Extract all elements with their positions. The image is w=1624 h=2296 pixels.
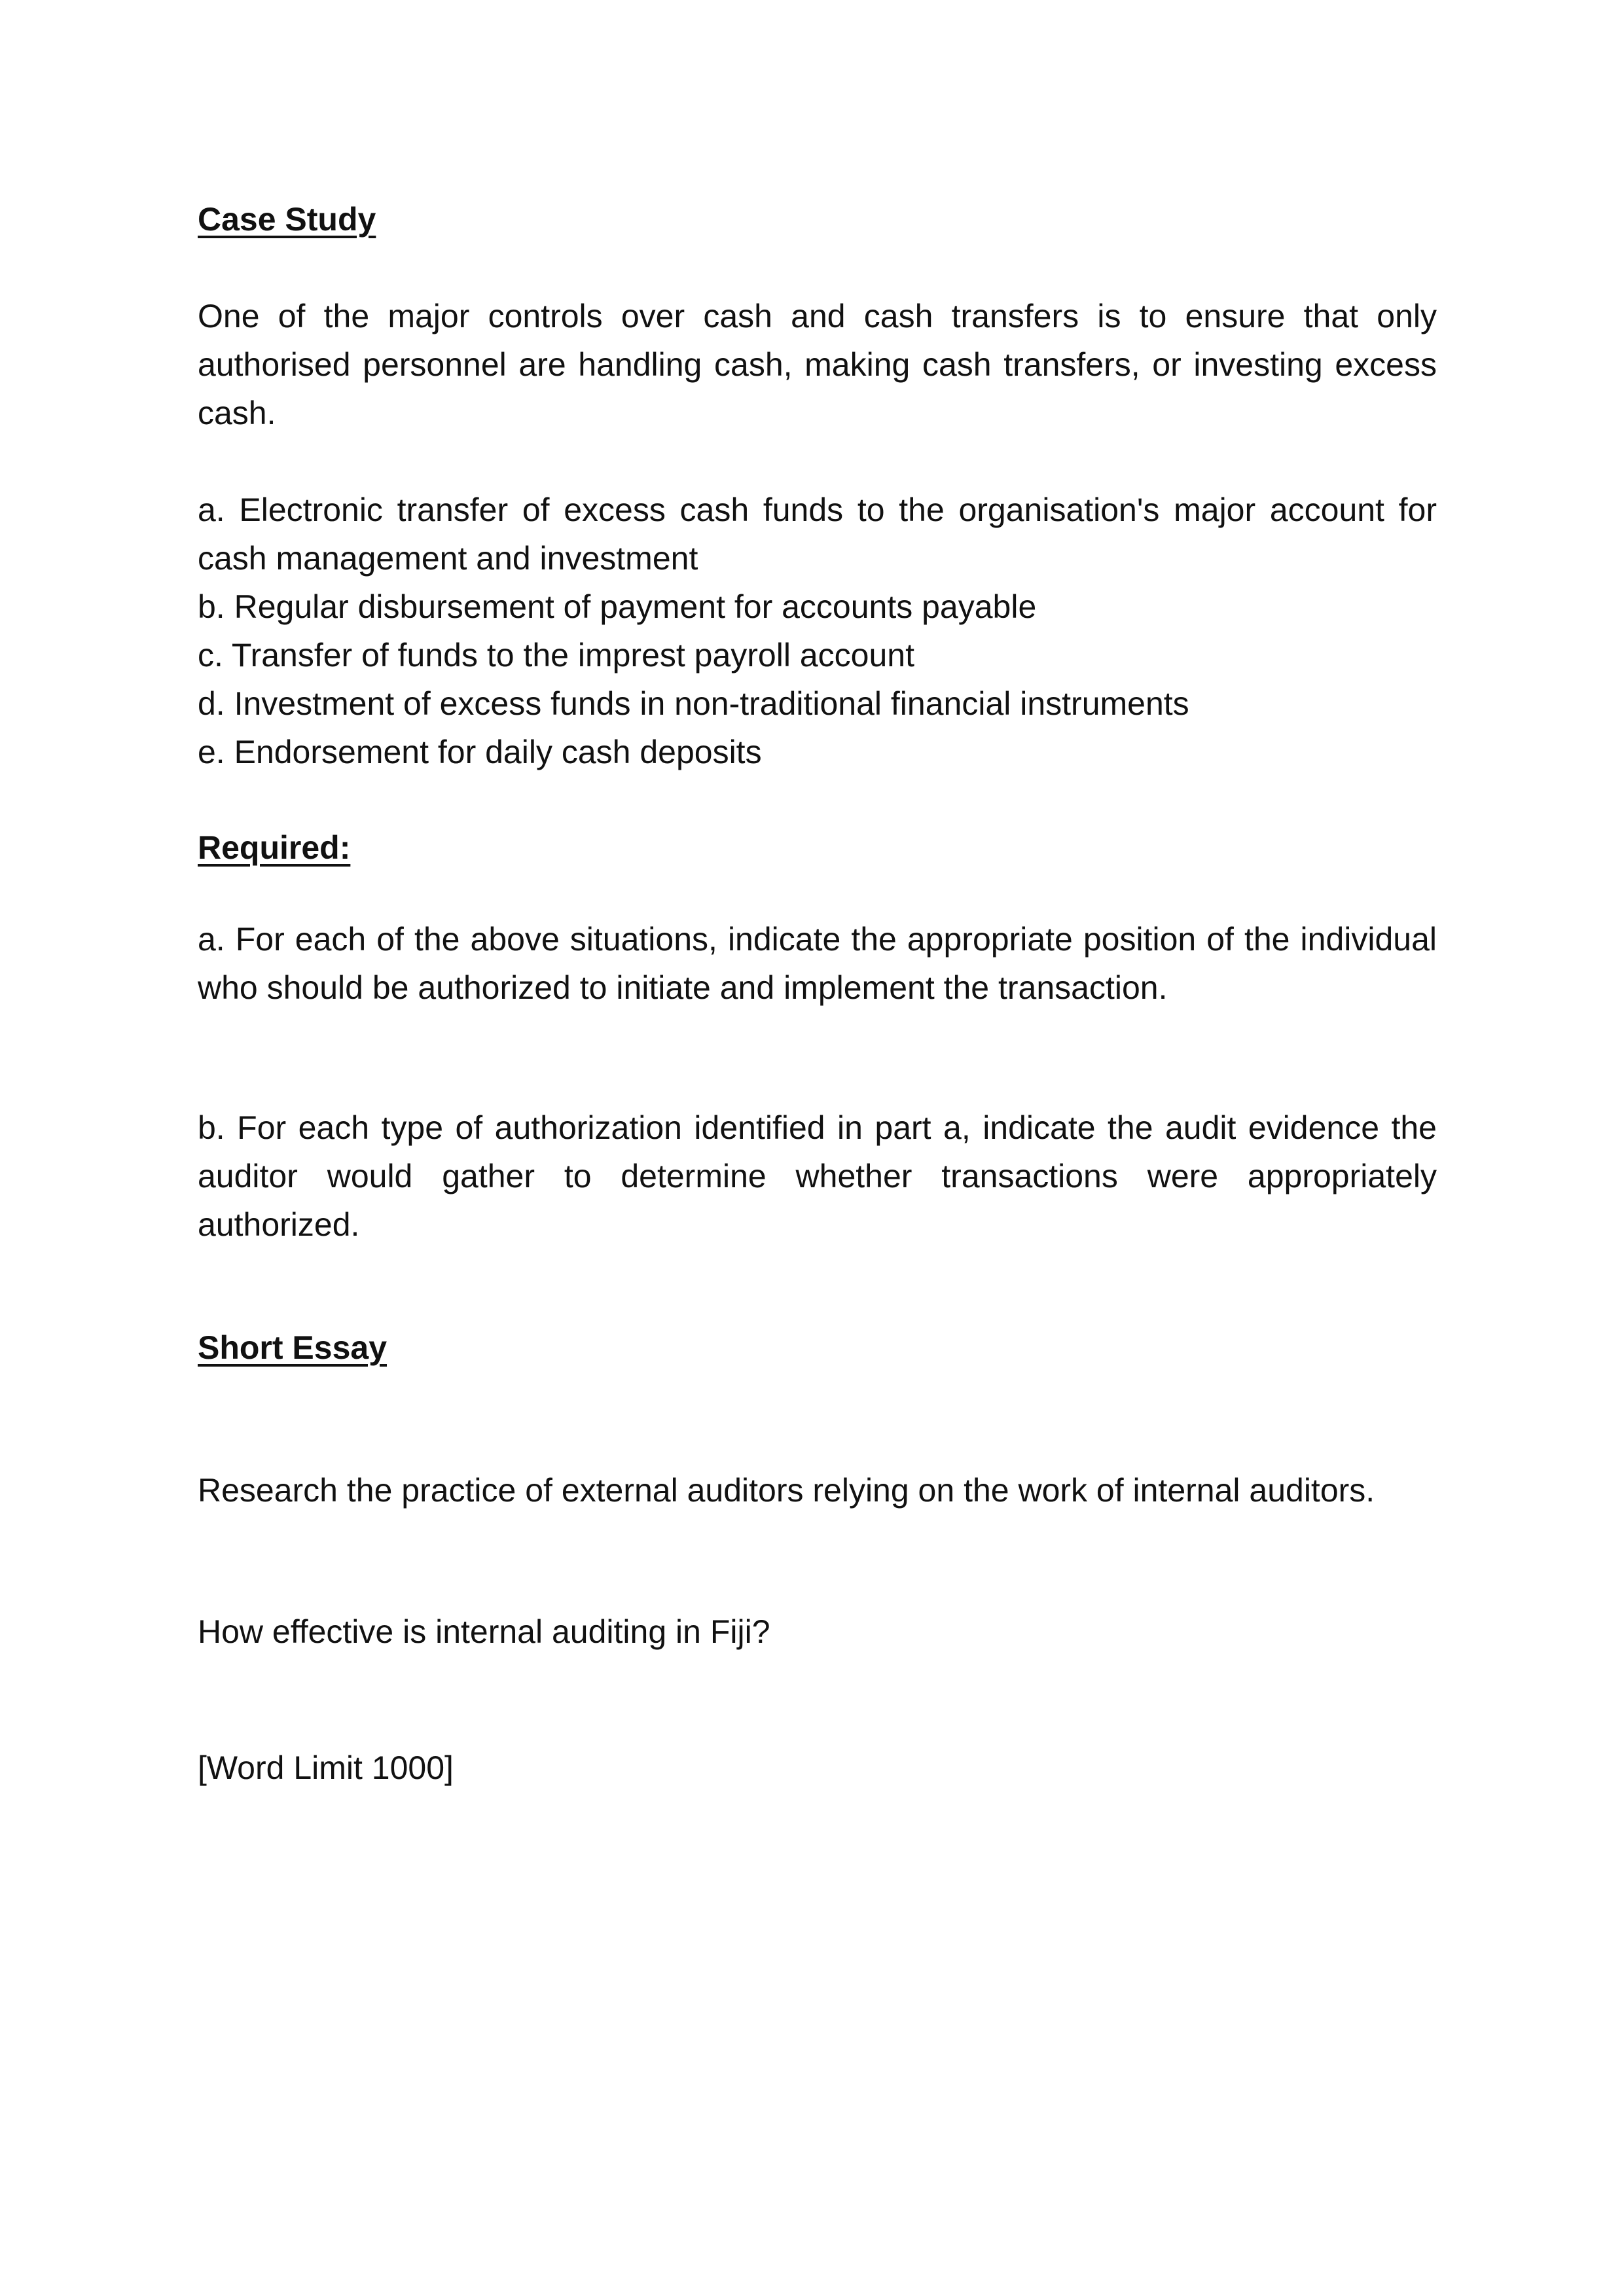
list-item: b. Regular disbursement of payment for accounts payable xyxy=(198,588,1037,625)
word-limit-note: [Word Limit 1000] xyxy=(198,1749,454,1786)
required-part-b: b. For each type of authorization identified in part a, indicate the audit evidence the auditor would gather to determine whether transactions were appropriately authorized. xyxy=(198,1109,1437,1243)
list-item: a. Electronic transfer of excess cash funds to the organisation's major account for cash management and investment xyxy=(198,492,1437,577)
case-study-intro: One of the major controls over cash and cash transfers is to ensure that only authorised personnel are handling cash, making cash transfers, or investing excess cash. xyxy=(198,298,1437,431)
list-item: e. Endorsement for daily cash deposits xyxy=(198,734,762,770)
case-study-heading: Case Study xyxy=(198,201,376,238)
short-essay-heading: Short Essay xyxy=(198,1329,388,1366)
short-essay-prompt: Research the practice of external auditors relying on the work of internal auditors. xyxy=(198,1472,1375,1509)
case-study-item-list xyxy=(198,486,1437,776)
required-part-a: a. For each of the above situations, indicate the appropriate position of the individual who should be authorized to initiate and implement the transaction. xyxy=(198,921,1437,1006)
short-essay-question: How effective is internal auditing in Fiji? xyxy=(198,1613,770,1650)
list-item: d. Investment of excess funds in non-traditional financial instruments xyxy=(198,685,1189,722)
required-heading: Required: xyxy=(198,829,351,866)
list-item: c. Transfer of funds to the imprest payroll account xyxy=(198,637,914,673)
